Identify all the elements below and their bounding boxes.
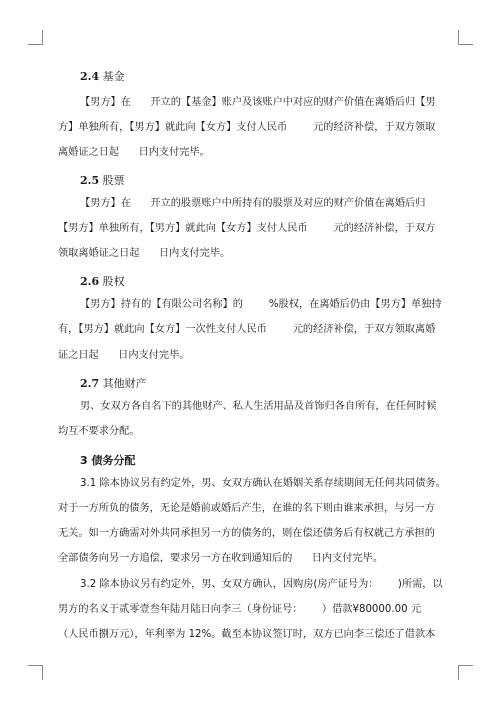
crop-mark-top-left <box>28 30 43 45</box>
crop-mark-bottom-right <box>458 665 473 680</box>
section-heading-2-7: 2.7 其他财产 <box>80 377 147 390</box>
paragraph-line: 男、女双方各自名下的其他财产、私人生活用品及首饰归各自所有，在任何时候 <box>80 401 437 412</box>
section-heading-2-6: 2.6 股权 <box>80 275 125 288</box>
section-heading-2-5: 2.5 股票 <box>80 174 125 187</box>
crop-mark-top-right <box>458 30 473 45</box>
paragraph-line: （人民币捌万元），年利率为 12%。截至本协议签订时，双方已向李三偿还了借款本 <box>58 629 436 640</box>
paragraph-line: 【男方】在 开立的股票账户中所持有的股票及对应的财产价值在离婚后归 <box>80 198 426 209</box>
paragraph-line: 均互不要求分配。 <box>58 426 140 437</box>
paragraph-line: 3.2 除本协议另有约定外，男、女双方确认，因购房(房产证号为： )所需，以 <box>80 579 443 590</box>
paragraph-line: 无关。如一方确需对外共同承担另一方的债务的，则在偿还债务后有权就己方承担的 <box>58 528 435 539</box>
paragraph-line: 对于一方所负的债务，无论是婚前或婚后产生，在谁的名下则由谁来承担，与另一方 <box>58 503 435 514</box>
paragraph-line: 全部债务向另一方追偿，要求另一方在收到通知后的 日内支付完毕。 <box>58 553 384 564</box>
paragraph-line: 【男方】持有的【有限公司名称】的 %股权，在离婚后仍由【男方】单独持 <box>80 299 442 310</box>
paragraph-line: 【男方】在 开立的【基金】账户及该账户中对应的财产价值在离婚后归【男 <box>80 97 436 108</box>
paragraph-line: 男方的名义于贰零壹叁年陆月陆日向李三（身份证号： ）借款¥80000.00 元 <box>58 604 422 615</box>
section-heading-2-4: 2.4 基金 <box>80 70 125 83</box>
paragraph-line: 【男方】单独所有，【男方】就此向【女方】支付人民币 元的经济补偿，于双方 <box>58 223 436 234</box>
section-heading-3: 3 债务分配 <box>80 454 136 467</box>
paragraph-line: 领取离婚证之日起 日内支付完毕。 <box>58 248 231 259</box>
paragraph-line: 方】单独所有，【男方】就此向【女方】支付人民币 元的经济补偿，于双方领取 <box>58 122 436 133</box>
paragraph-line: 3.1 除本协议另有约定外，男、女双方确认在婚姻关系存续期间无任何共同债务。 <box>80 478 446 489</box>
paragraph-line: 有，【男方】就此向【女方】一次性支付人民币 元的经济补偿，于双方领取离婚 <box>58 324 436 335</box>
crop-mark-bottom-left <box>28 665 43 680</box>
paragraph-line: 证之日起 日内支付完毕。 <box>58 350 190 361</box>
paragraph-line: 离婚证之日起 日内支付完毕。 <box>58 147 210 158</box>
